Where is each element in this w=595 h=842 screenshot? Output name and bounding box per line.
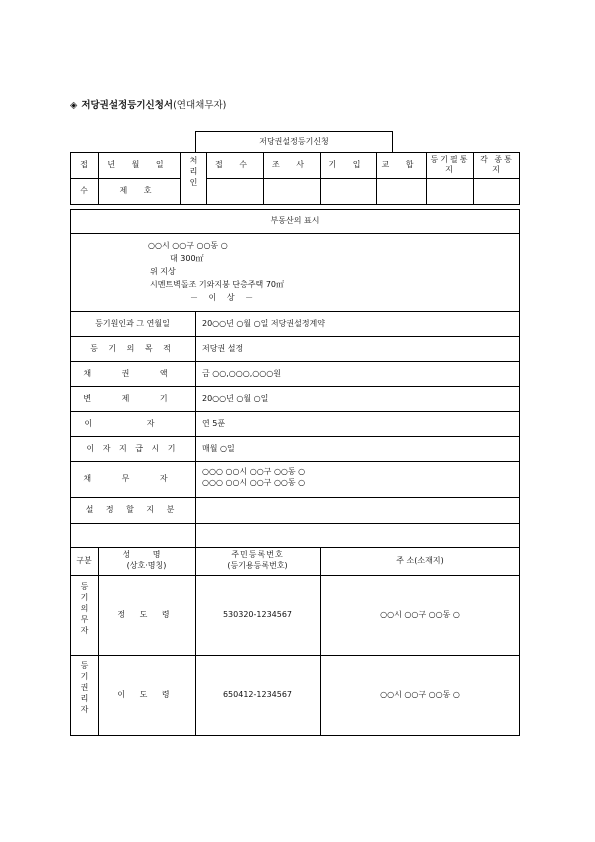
party-name-obligee: 이 도 령 xyxy=(117,690,176,699)
document-heading xyxy=(70,97,226,111)
stage-entry: 기 입 xyxy=(328,160,368,169)
field-label-due-date: 변 제 기 xyxy=(83,394,182,403)
notice-various: 각 종통 지 xyxy=(480,155,514,174)
field-label-purpose: 등 기 의 목 적 xyxy=(90,344,175,353)
parties-header-name-sub: (상호·명칭) xyxy=(126,561,167,570)
document-title: 저당권설정등기신청서 xyxy=(81,100,174,111)
form-row-divider xyxy=(70,655,520,656)
field-value-cause: 20○○년 ○월 ○일 저당권설정계약 xyxy=(202,319,326,328)
party-id-obligor: 530320-1234567 xyxy=(222,610,293,619)
field-value-due-date: 20○○년 ○월 ○일 xyxy=(202,394,269,403)
form-row-divider xyxy=(70,311,520,312)
parties-col-divider xyxy=(320,547,321,736)
property-header: 부동산의 표시 xyxy=(270,216,320,225)
property-line: 시멘트벽돌조 기와지붕 단층주택 70㎡ xyxy=(150,280,284,289)
stage-investigation: 조 사 xyxy=(272,160,311,169)
receipt-row-divider xyxy=(206,178,520,179)
form-row-divider xyxy=(70,336,520,337)
receipt-col-divider xyxy=(180,152,181,205)
parties-header-address: 주 소(소재지) xyxy=(396,556,444,565)
parties-header-type: 구분 xyxy=(76,556,92,565)
receipt-date-label: 년 월 일 xyxy=(107,160,171,169)
notice-registration: 등기필통 지 xyxy=(430,155,470,174)
form-row-divider xyxy=(70,386,520,387)
form-row-divider xyxy=(70,497,520,498)
property-line: 위 지상 xyxy=(150,267,176,276)
parties-header-id: 주민등록번호 xyxy=(231,550,284,559)
property-line: 대 300㎡ xyxy=(170,254,204,263)
form-col-divider xyxy=(195,311,196,547)
form-row-divider xyxy=(70,523,520,524)
field-value-debtor-1: ○○○ ○○시 ○○구 ○○동 ○ xyxy=(202,467,306,476)
stage-receipt: 접 수 xyxy=(215,160,254,169)
field-label-cause: 등기원인과 그 연월일 xyxy=(95,319,170,328)
form-row-divider xyxy=(70,547,520,548)
parties-header-name: 성 명 xyxy=(122,550,171,559)
field-label-debtor: 채 무 자 xyxy=(83,474,182,483)
party-type-obligee: 등기권리자 xyxy=(80,661,89,716)
form-row-divider xyxy=(70,411,520,412)
stage-check: 교 합 xyxy=(381,160,421,169)
parties-col-divider xyxy=(98,547,99,736)
form-row-divider xyxy=(70,461,520,462)
field-value-interest-payment: 매월 ○일 xyxy=(202,444,235,453)
receipt-label: 접 xyxy=(80,160,88,169)
receipt-label: 수 xyxy=(80,186,88,195)
field-value-debtor-2: ○○○ ○○시 ○○구 ○○동 ○ xyxy=(202,478,306,487)
receipt-row-divider xyxy=(70,178,180,179)
property-line: ○○시 ○○구 ○○동 ○ xyxy=(148,241,228,250)
party-id-obligee: 650412-1234567 xyxy=(222,690,293,699)
processor-label: 처리인 xyxy=(189,156,198,189)
form-row-divider xyxy=(70,361,520,362)
form-row-divider xyxy=(70,436,520,437)
property-line: － 이 상 － xyxy=(190,293,258,302)
form-row-divider xyxy=(70,575,520,576)
parties-header-id-sub: (등기용등록번호) xyxy=(227,561,288,570)
field-label-interest: 이 자 xyxy=(84,419,181,428)
document-subtitle: (연대채무자) xyxy=(173,100,227,111)
diamond-bullet-icon: ◈ xyxy=(70,100,78,111)
field-label-share: 설 정 할 지 분 xyxy=(85,505,180,514)
field-label-interest-payment: 이 자 지 급 시 기 xyxy=(86,444,179,453)
receipt-number-label: 제 호 xyxy=(119,186,159,195)
field-value-amount: 금 ○○,○○○,○○○원 xyxy=(202,369,281,378)
field-value-interest: 연 5푼 xyxy=(202,419,226,428)
party-type-obligor: 등기의무자 xyxy=(80,582,89,637)
field-value-purpose: 저당권 설정 xyxy=(202,344,244,353)
party-address-obligor: ○○시 ○○구 ○○동 ○ xyxy=(380,610,460,619)
field-label-amount: 채 권 액 xyxy=(83,369,182,378)
parties-col-divider xyxy=(195,547,196,736)
party-name-obligor: 정 도 령 xyxy=(117,610,176,619)
receipt-title: 저당권설정등기신청 xyxy=(259,137,329,146)
party-address-obligee: ○○시 ○○구 ○○동 ○ xyxy=(380,690,460,699)
form-row-divider xyxy=(70,233,520,234)
